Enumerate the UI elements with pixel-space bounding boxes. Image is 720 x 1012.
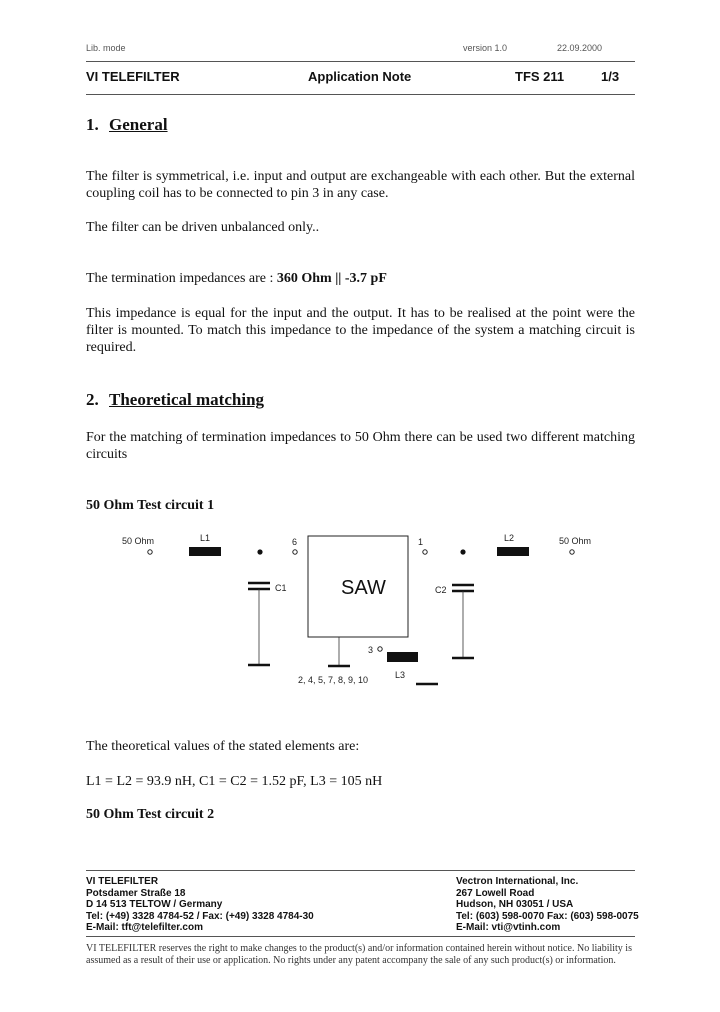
component-values: L1 = L2 = 93.9 nH, C1 = C2 = 1.52 pF, L3 = 105 nH [86,774,383,789]
ground-pins-label: 2, 4, 5, 7, 8, 9, 10 [298,675,369,685]
section-2-title: Theoretical matching [109,390,265,409]
l3-inductor [387,652,418,662]
footer-right-address [456,876,639,934]
left-port-terminal [148,550,152,554]
right-port-label: 50 Ohm [559,536,592,546]
circuit-1-title: 50 Ohm Test circuit 1 [86,498,215,513]
pin-6-terminal [293,550,297,554]
date-label: 22.09.2000 [557,43,603,53]
footer-right-line: Hudson, NH 03051 / USA [456,899,574,910]
l2-inductor [497,547,529,556]
header-company: VI TELEFILTER [86,69,180,84]
footer-disclaimer: VI TELEFILTER reserves the right to make changes to the product(s) and/or information contained herein without notice. No liability is assumed as a result of their use or application. No rights under any patent accompany the sale of any such product(s) or information. [86,943,632,966]
l1-label: L1 [200,533,211,543]
right-port-terminal [570,550,574,554]
general-paragraph-4: This impedance is equal for the input and the output. It has to be realised at the point were the filter is mounted. To match this impedance to the impedance of the system a matching circuit is required. [86,306,635,355]
footer-right-email: E-Mail: vti@vtinh.com [456,922,561,933]
footer-bottom-rule [86,936,635,937]
header-top-rule [86,61,635,62]
footer-right-line: Vectron International, Inc. [456,876,579,887]
footer-top-rule [86,870,635,871]
pin-1-terminal [423,550,427,554]
footer-left-email: E-Mail: tft@telefilter.com [86,922,203,933]
footer-left-line: D 14 513 TELTOW / Germany [86,899,223,910]
header-doc-type: Application Note [308,69,412,84]
l3-label: L3 [395,670,406,680]
matching-paragraph: For the matching of termination impedances to 50 Ohm there can be used two different matching circuits [86,430,635,462]
section-1-heading [86,115,168,135]
termination-impedance-label: The termination impedances are : [86,271,277,286]
footer-right-line: 267 Lowell Road [456,887,535,899]
header-bottom-rule [86,94,635,95]
footer-left-line: Tel: (+49) 3328 4784-52 / Fax: (+49) 3328 4784-30 [86,910,314,922]
footer-left-address [86,876,314,934]
section-2-number: 2. [86,390,99,409]
pin-3-terminal [378,647,382,651]
circuit-2-title: 50 Ohm Test circuit 2 [86,807,215,822]
footer-left-line: VI TELEFILTER [86,876,159,887]
general-paragraph-2: The filter can be driven unbalanced only.. [86,220,320,235]
left-node-dot [257,549,262,554]
left-port-label: 50 Ohm [122,536,155,546]
section-2-heading [86,390,264,410]
right-node-dot [460,549,465,554]
termination-impedance-value: 360 Ohm || -3.7 pF [276,271,387,286]
section-1-title: General [109,115,168,134]
top-left-mark: Lib. mode [86,43,126,53]
footer-right-line: Tel: (603) 598-0070 Fax: (603) 598-0075 [456,910,639,922]
l1-inductor [189,547,221,556]
termination-impedance-line [86,270,635,287]
pin-1-label: 1 [418,537,424,547]
header-part-number: TFS 211 [515,69,565,84]
header-page-number: 1/3 [601,69,620,84]
version-label: version 1.0 [463,43,508,53]
footer-left-line: Potsdamer Straße 18 [86,887,186,899]
l2-label: L2 [504,533,515,543]
pin-6-label: 6 [292,537,298,547]
pin-3-label: 3 [368,645,374,655]
values-intro: The theoretical values of the stated elements are: [86,739,360,754]
test-circuit-1-diagram [0,525,720,695]
c2-label: C2 [435,585,447,595]
saw-label: SAW [341,577,386,599]
general-paragraph-1: The filter is symmetrical, i.e. input and output are exchangeable with each other. But the external coupling coil has to be connected to pin 3 in any case. [86,169,635,201]
c1-label: C1 [275,583,287,593]
section-1-number: 1. [86,115,99,134]
